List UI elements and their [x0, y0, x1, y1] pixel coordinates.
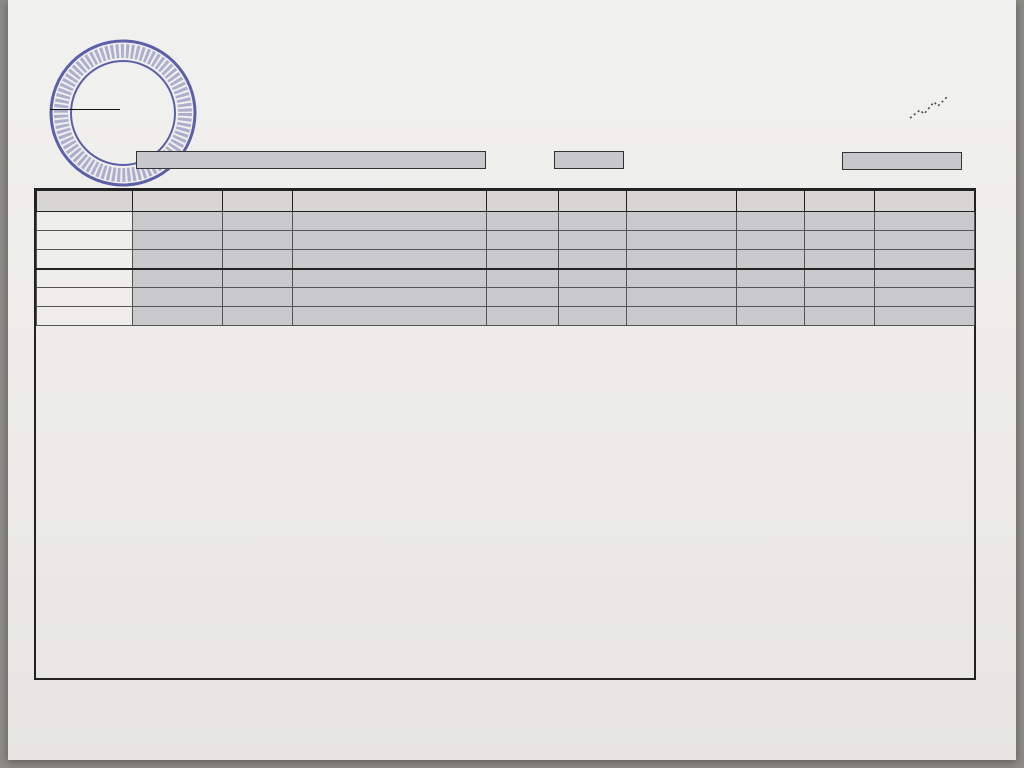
- day-field[interactable]: [842, 152, 962, 170]
- table-row: [37, 307, 975, 326]
- cell-dish: [293, 250, 487, 269]
- cell-dish: [293, 288, 487, 307]
- cell-carb: [875, 250, 975, 269]
- cell-price: [559, 231, 627, 250]
- menu-table: [36, 190, 975, 326]
- col-price: [559, 191, 627, 212]
- table-row: [37, 288, 975, 307]
- cell-kcal: [627, 212, 737, 231]
- cell-recipe: [223, 269, 293, 288]
- cell-section: [133, 231, 223, 250]
- approval-director: [48, 98, 122, 113]
- cell-yield: [487, 288, 559, 307]
- cell-dish: [293, 212, 487, 231]
- dept-field[interactable]: [554, 151, 624, 169]
- cell-fat: [805, 269, 875, 288]
- cell-fat: [805, 212, 875, 231]
- cell-recipe: [223, 250, 293, 269]
- cell-protein: [737, 231, 805, 250]
- cell-kcal: [627, 231, 737, 250]
- table-row: [37, 250, 975, 269]
- cell-meal: [37, 212, 133, 231]
- cell-kcal: [627, 269, 737, 288]
- cell-protein: [737, 212, 805, 231]
- cell-yield: [487, 307, 559, 326]
- cell-price: [559, 307, 627, 326]
- table-row: [37, 231, 975, 250]
- cell-kcal: [627, 250, 737, 269]
- signature-line: [50, 109, 120, 110]
- document-page: [8, 0, 1016, 760]
- col-recipe: [223, 191, 293, 212]
- cell-fat: [805, 250, 875, 269]
- cell-price: [559, 288, 627, 307]
- cell-section: [133, 269, 223, 288]
- cell-carb: [875, 231, 975, 250]
- cell-price: [559, 269, 627, 288]
- cell-yield: [487, 231, 559, 250]
- col-protein: [737, 191, 805, 212]
- cell-price: [559, 250, 627, 269]
- cell-section: [133, 307, 223, 326]
- cell-section: [133, 212, 223, 231]
- cell-protein: [737, 250, 805, 269]
- cell-yield: [487, 250, 559, 269]
- cell-recipe: [223, 307, 293, 326]
- cell-protein: [737, 269, 805, 288]
- cell-carb: [875, 307, 975, 326]
- cell-recipe: [223, 212, 293, 231]
- cell-kcal: [627, 288, 737, 307]
- col-fat: [805, 191, 875, 212]
- cell-price: [559, 212, 627, 231]
- cell-dish: [293, 231, 487, 250]
- cell-dish: [293, 307, 487, 326]
- cell-meal: [37, 250, 133, 269]
- school-field[interactable]: [136, 151, 486, 169]
- table-row: [37, 269, 975, 288]
- cell-recipe: [223, 231, 293, 250]
- cell-section: [133, 250, 223, 269]
- col-kcal: [627, 191, 737, 212]
- cell-fat: [805, 307, 875, 326]
- cell-dish: [293, 269, 487, 288]
- col-dish: [293, 191, 487, 212]
- cell-fat: [805, 288, 875, 307]
- cell-protein: [737, 307, 805, 326]
- cell-meal: [37, 288, 133, 307]
- cell-carb: [875, 212, 975, 231]
- cell-meal: [37, 307, 133, 326]
- table-header-row: [37, 191, 975, 212]
- cell-meal: [37, 269, 133, 288]
- cell-recipe: [223, 288, 293, 307]
- col-meal: [37, 191, 133, 212]
- cell-meal: [37, 231, 133, 250]
- cell-yield: [487, 269, 559, 288]
- cell-protein: [737, 288, 805, 307]
- cell-carb: [875, 288, 975, 307]
- ink-scribble-icon: [908, 92, 968, 122]
- col-carb: [875, 191, 975, 212]
- table-row: [37, 212, 975, 231]
- cell-kcal: [627, 307, 737, 326]
- cell-fat: [805, 231, 875, 250]
- col-yield: [487, 191, 559, 212]
- col-section: [133, 191, 223, 212]
- cell-yield: [487, 212, 559, 231]
- cell-carb: [875, 269, 975, 288]
- cell-section: [133, 288, 223, 307]
